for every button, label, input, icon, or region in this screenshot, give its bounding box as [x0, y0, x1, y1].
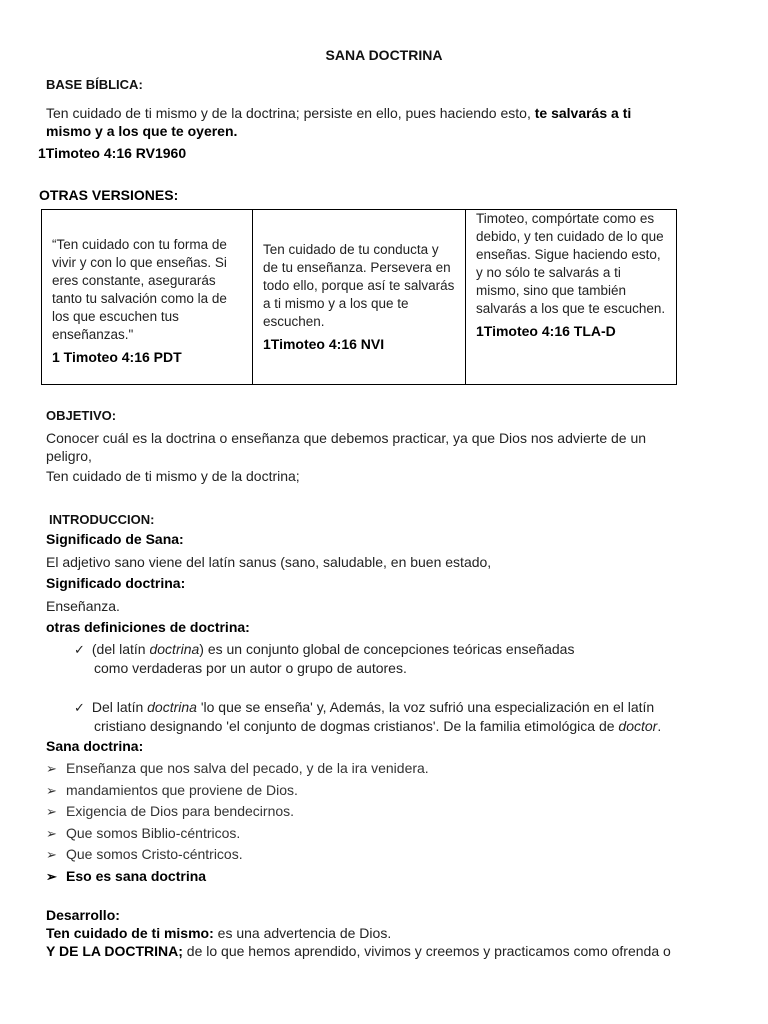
- base-biblica-label: BASE BÍBLICA:: [46, 77, 143, 92]
- list-item-text: Exigencia de Dios para bendecirnos.: [66, 803, 295, 819]
- objetivo-text: [46, 429, 746, 485]
- significado-doctrina-label: Significado doctrina:: [46, 575, 186, 591]
- list-item-text: Eso es sana doctrina: [66, 867, 207, 884]
- definition-text: Del latín: [91, 699, 148, 715]
- sana-doctrina-label: Sana doctrina:: [46, 738, 144, 754]
- desarrollo-bold: Ten cuidado de ti mismo:: [46, 925, 214, 941]
- otras-definiciones-label: otras definiciones de doctrina:: [46, 619, 250, 635]
- page-title: SANA DOCTRINA: [325, 47, 443, 63]
- version-text: Timoteo, compórtate como es debido, y ten cuidado de lo que enseñas. Sigue haciendo esto, y no sólo te salvarás a ti mismo, sino que también salvarás a los que te escuchen.: [476, 211, 666, 316]
- definition-italic: doctrina: [149, 641, 200, 657]
- desarrollo-label: Desarrollo:: [46, 907, 120, 923]
- arrow-bullet-icon: ➢: [46, 868, 57, 884]
- desarrollo-text: es una advertencia de Dios.: [213, 925, 392, 941]
- definition-italic: doctor: [618, 718, 658, 734]
- arrow-bullet-icon: ➢: [46, 782, 57, 798]
- base-biblica-text: [46, 104, 736, 140]
- version-text: Ten cuidado de tu conducta y de tu enseñanza. Persevera en todo ello, porque así te salvarás a ti mismo y a los que te escuchen.: [263, 242, 455, 329]
- base-biblica-verse-bold-2: mismo y a los que te oyeren.: [46, 123, 238, 139]
- objetivo-label: OBJETIVO:: [46, 408, 117, 423]
- list-item-text: Que somos Cristo-céntricos.: [66, 846, 243, 862]
- version-text: “Ten cuidado con tu forma de vivir y con lo que enseñas. Si eres constante, asegurarás tanto tu salvación como la de los que escuchen tus enseñanzas.": [52, 237, 227, 342]
- arrow-bullet-icon: ➢: [46, 761, 57, 776]
- desarrollo-bold: Y DE LA DOCTRINA;: [46, 943, 183, 959]
- significado-doctrina-text: Enseñanza.: [46, 598, 120, 614]
- list-item-text: mandamientos que proviene de Dios.: [66, 781, 298, 798]
- list-item: [46, 801, 726, 823]
- base-biblica-verse-bold-1: te salvarás a ti: [534, 105, 632, 121]
- significado-sana-text: El adjetivo sano viene del latín sanus (sano, saludable, en buen estado,: [46, 554, 492, 570]
- introduccion-label: INTRODUCCION:: [49, 512, 155, 527]
- definition-line-2: como verdaderas por un autor o grupo de autores.: [94, 660, 407, 676]
- desarrollo-line-2: [46, 942, 746, 960]
- version-ref: 1 Timoteo 4:16 PDT: [52, 349, 182, 365]
- definition-text: ) es un conjunto global de concepciones teóricas enseñadas: [199, 641, 575, 657]
- version-ref: 1Timoteo 4:16 NVI: [263, 336, 385, 352]
- definition-italic: doctrina: [147, 699, 197, 715]
- definition-text: 'lo que se enseña' y, Además, la voz sufrió una especialización en el latín: [196, 699, 655, 715]
- arrow-bullet-icon: ➢: [46, 847, 57, 862]
- list-item: [46, 823, 726, 845]
- list-item: [46, 758, 726, 780]
- list-item-text: Enseñanza que nos salva del pecado, y de la ira venidera.: [66, 760, 429, 776]
- objetivo-line-3: Ten cuidado de ti mismo y de la doctrina;: [46, 468, 300, 484]
- arrow-bullet-icon: ➢: [46, 825, 57, 841]
- version-cell-pdt: [42, 210, 253, 385]
- definition-line-2: [74, 717, 734, 735]
- desarrollo-text: de lo que hemos aprendido, vivimos y creemos y practicamos como ofrenda o: [182, 943, 671, 959]
- versions-table: [41, 209, 677, 385]
- definition-item-1: [74, 640, 714, 677]
- version-cell-nvi: [253, 210, 466, 385]
- objetivo-line-2: peligro,: [46, 448, 92, 464]
- version-cell-tla: [466, 210, 677, 385]
- version-ref: 1Timoteo 4:16 TLA-D: [476, 323, 616, 339]
- otras-versiones-label: OTRAS VERSIONES:: [39, 187, 179, 203]
- list-item-text: Que somos Biblio-céntricos.: [66, 824, 241, 841]
- base-biblica-verse: Ten cuidado de ti mismo y de la doctrina; persiste en ello, pues haciendo esto,: [46, 105, 535, 121]
- check-icon: ✓: [74, 700, 85, 715]
- definition-text: .: [657, 718, 662, 734]
- objetivo-line-1: Conocer cuál es la doctrina o enseñanza que debemos practicar, ya que Dios nos advierte de un: [46, 430, 647, 446]
- list-item: [46, 866, 726, 888]
- definition-text: cristiano designando 'el conjunto de dogmas cristianos'. De la familia etimológica de: [94, 718, 619, 734]
- list-item: [46, 780, 726, 802]
- definition-text: (del latín: [91, 641, 150, 657]
- check-icon: ✓: [74, 642, 85, 657]
- base-biblica-ref: 1Timoteo 4:16 RV1960: [38, 145, 187, 161]
- sana-doctrina-list: [46, 758, 726, 887]
- arrow-bullet-icon: ➢: [46, 804, 57, 819]
- desarrollo-line-1: [46, 924, 746, 942]
- definition-item-2: [74, 698, 734, 735]
- list-item: [46, 844, 726, 866]
- significado-sana-label: Significado de Sana:: [46, 531, 184, 547]
